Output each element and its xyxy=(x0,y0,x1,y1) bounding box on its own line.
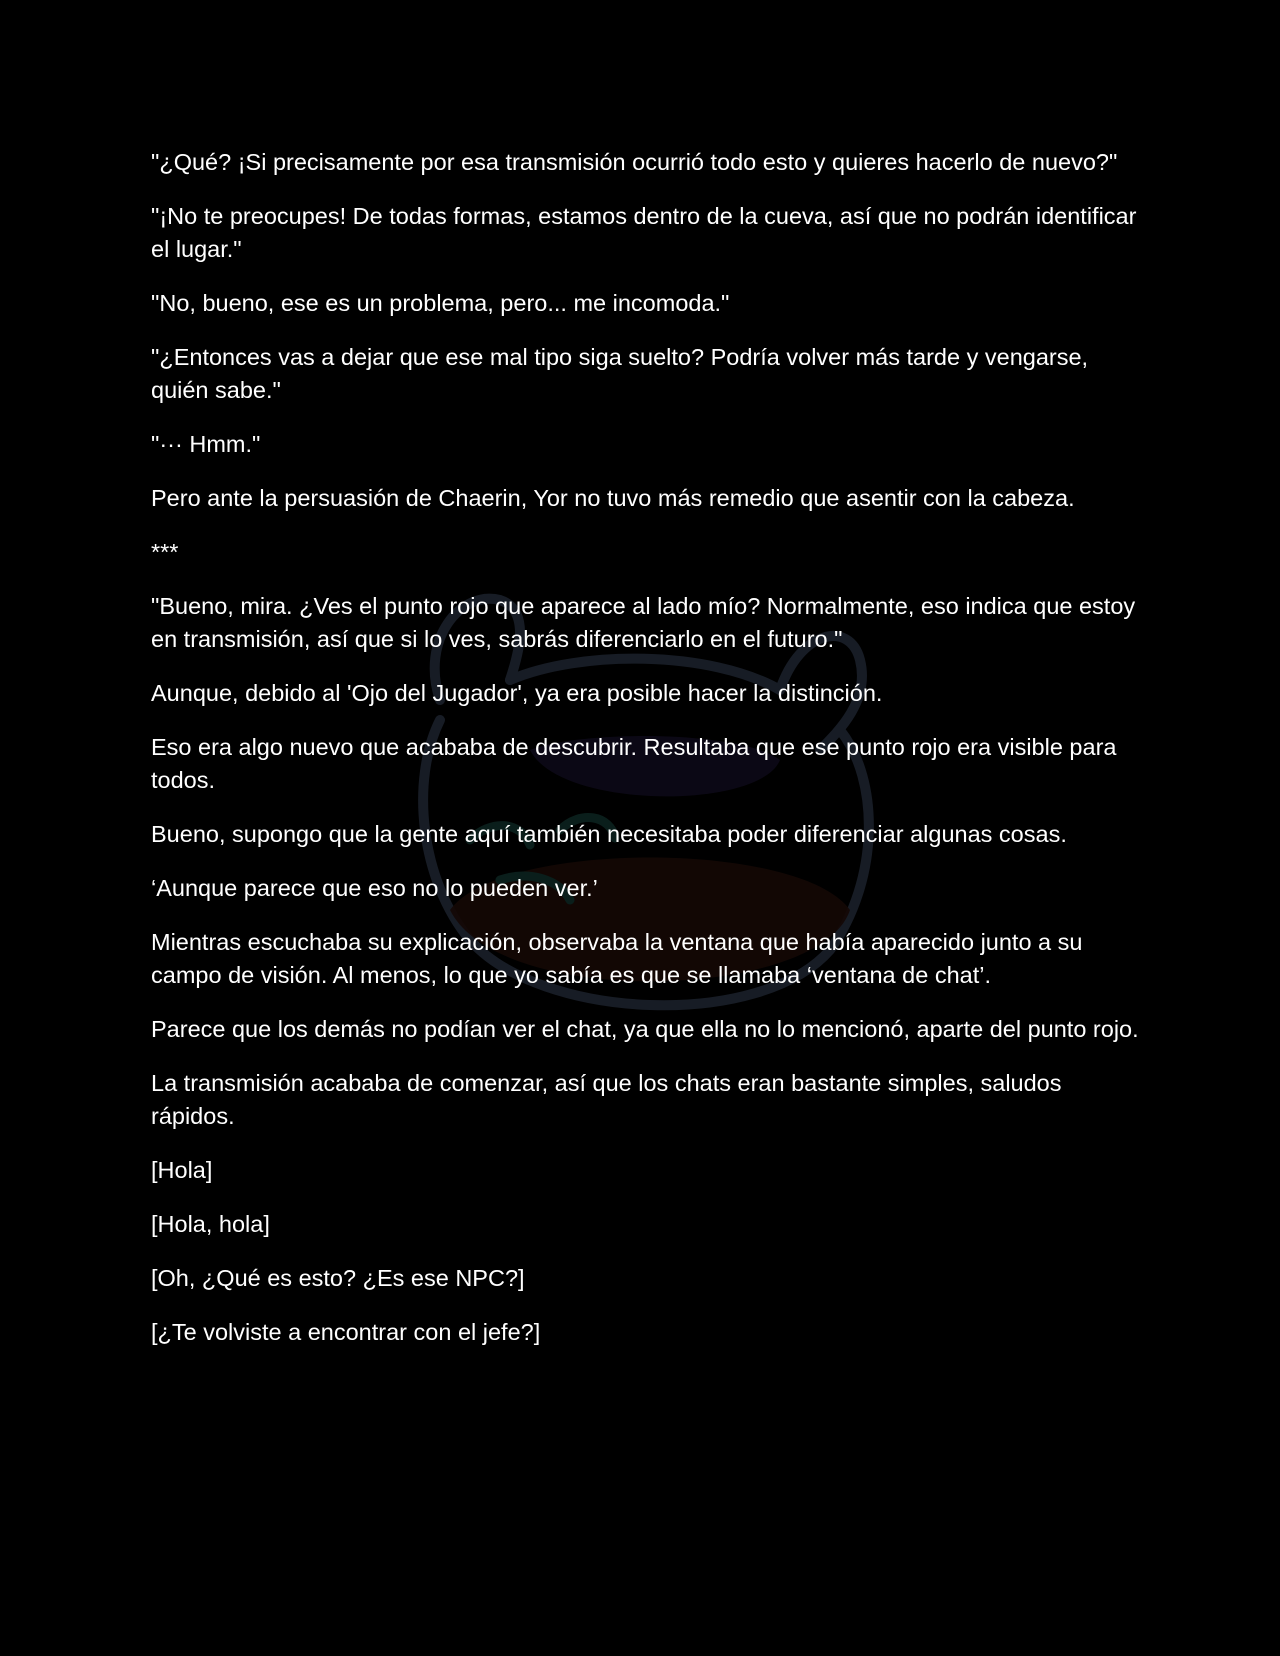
paragraph-11: ‘Aunque parece que eso no lo pueden ver.’ xyxy=(151,875,598,901)
paragraph-5: "··· Hmm." xyxy=(151,431,261,457)
paragraph-1: "¿Qué? ¡Si precisamente por esa transmisión ocurrió todo esto y quieres hacerlo de nuevo?" xyxy=(151,149,1118,175)
paragraph-13: Parece que los demás no podían ver el chat, ya que ella no lo mencionó, aparte del punto rojo. xyxy=(151,1016,1139,1042)
story-text xyxy=(151,146,1141,1370)
paragraph-10: Bueno, supongo que la gente aquí también necesitaba poder diferenciar algunas cosas. xyxy=(151,821,1067,847)
paragraph-6: Pero ante la persuasión de Chaerin, Yor no tuvo más remedio que asentir con la cabeza. xyxy=(151,485,1075,511)
scene-break: *** xyxy=(151,539,179,565)
paragraph-7: "Bueno, mira. ¿Ves el punto rojo que aparece al lado mío? Normalmente, eso indica que estoy en transmisión, así que si lo ves, sabrás diferenciarlo en el futuro." xyxy=(151,593,1136,652)
paragraph-12: Mientras escuchaba su explicación, observaba la ventana que había aparecido junto a su campo de visión. Al menos, lo que yo sabía es que se llamaba ‘ventana de chat’. xyxy=(151,929,1083,988)
chat-line-2: [Hola, hola] xyxy=(151,1211,270,1237)
paragraph-2: "¡No te preocupes! De todas formas, estamos dentro de la cueva, así que no podrán identificar el lugar." xyxy=(151,203,1137,262)
paragraph-4: "¿Entonces vas a dejar que ese mal tipo siga suelto? Podría volver más tarde y vengarse, quién sabe." xyxy=(151,344,1089,403)
chat-line-3: [Oh, ¿Qué es esto? ¿Es ese NPC?] xyxy=(151,1265,525,1291)
paragraph-14: La transmisión acababa de comenzar, así que los chats eran bastante simples, saludos rápidos. xyxy=(151,1070,1062,1129)
paragraph-8: Aunque, debido al 'Ojo del Jugador', ya era posible hacer la distinción. xyxy=(151,680,883,706)
paragraph-3: "No, bueno, ese es un problema, pero... me incomoda." xyxy=(151,290,730,316)
paragraph-9: Eso era algo nuevo que acababa de descubrir. Resultaba que ese punto rojo era visible para todos. xyxy=(151,734,1117,793)
chat-line-4: [¿Te volviste a encontrar con el jefe?] xyxy=(151,1319,541,1345)
chat-line-1: [Hola] xyxy=(151,1157,213,1183)
